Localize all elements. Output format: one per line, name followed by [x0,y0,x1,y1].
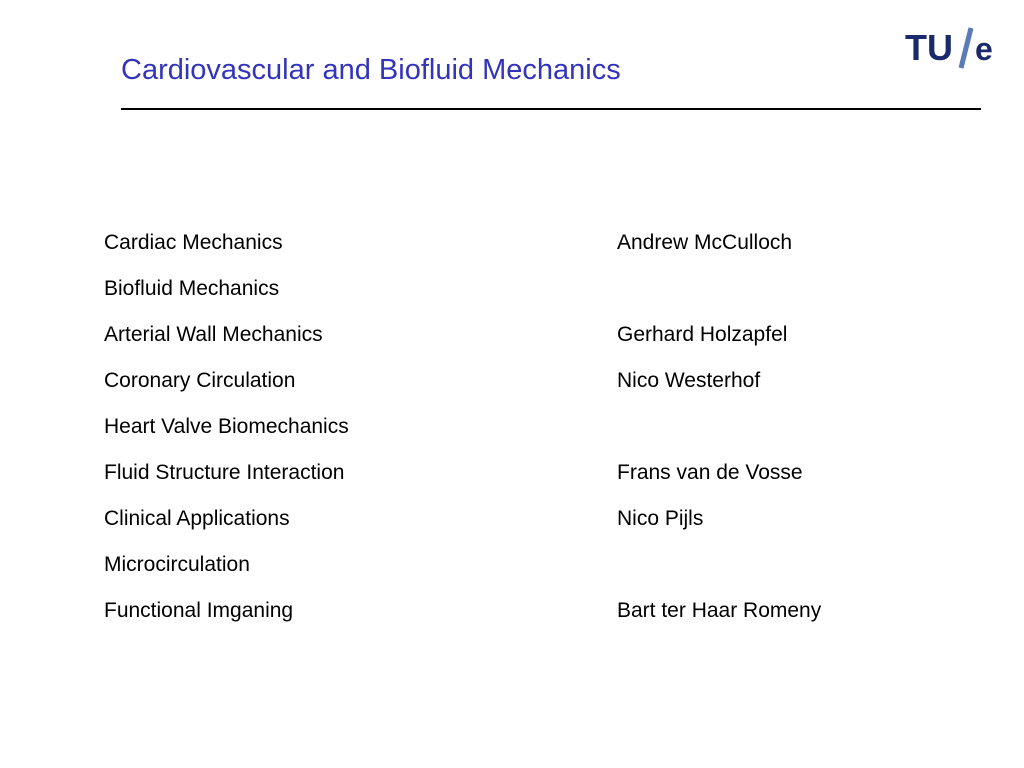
list-item [104,412,904,458]
list-item [104,274,904,320]
speaker-name: Bart ter Haar Romeny [617,599,822,622]
slide-title: Cardiovascular and Biofluid Mechanics [121,54,621,86]
list-item [104,596,904,642]
topic-label: Arterial Wall Mechanics [104,323,323,346]
list-item [104,504,904,550]
list-item [104,228,904,274]
topic-label: Cardiac Mechanics [104,231,283,254]
list-item [104,550,904,596]
speaker-name: Andrew McCulloch [617,231,793,254]
topic-label: Fluid Structure Interaction [104,461,345,484]
topic-label: Microcirculation [104,553,250,576]
topic-label: Functional Imganing [104,599,294,622]
topic-label: Heart Valve Biomechanics [104,415,349,438]
topic-label: Biofluid Mechanics [104,277,280,300]
svg-text:e: e [975,31,993,67]
list-item [104,320,904,366]
title-underline [121,108,981,110]
topic-label: Clinical Applications [104,507,290,530]
speaker-name: Nico Westerhof [617,369,761,392]
speaker-name: Nico Pijls [617,507,704,530]
topic-label: Coronary Circulation [104,369,296,392]
speaker-name: Gerhard Holzapfel [617,323,788,346]
topic-speaker-list [104,228,904,642]
list-item [104,366,904,412]
svg-text:TU: TU [905,27,953,68]
speaker-name: Frans van de Vosse [617,461,803,484]
tue-logo [905,24,1000,72]
list-item [104,458,904,504]
